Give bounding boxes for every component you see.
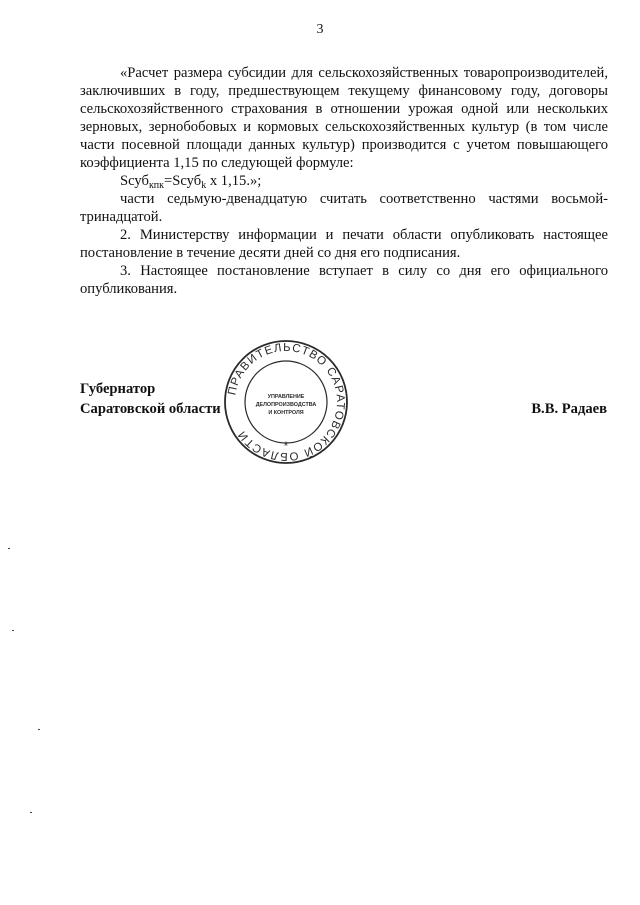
formula-equals-subscript: k (201, 180, 207, 191)
seal-star-icon: * (283, 439, 289, 453)
formula-left-base: Sсуб (120, 173, 149, 189)
signatory-title-line1: Губернатор (80, 381, 156, 397)
paragraph-renumbering: части седьмую-двенадцатую считать соответственно частями восьмой-тринадцатой. (80, 191, 608, 225)
paragraph-subsidy-calculation: «Расчет размера субсидии для сельскохозяйственных товаропроизводителей, заключивших в году, предшествующем текущему финансовому году, договоры сельскохозяйственного страхования в отношении урожая одной или нескольких зерновых, зернобобовых и кормовых сельскохозяйственных культур (в том числе части посевной площади данных культур) производится с учетом повышающего коэффициента 1,15 по следующей формуле: (80, 65, 608, 171)
scan-speck (30, 812, 32, 813)
signatory-title-line2: Саратовской области (80, 401, 221, 417)
official-seal-stamp (222, 338, 350, 466)
seal-inner-line3: И КОНТРОЛЯ (268, 410, 304, 416)
seal-inner-line1: УПРАВЛЕНИЕ (267, 394, 305, 400)
formula-left-subscript: кпк (148, 180, 165, 191)
scan-speck (12, 630, 14, 631)
paragraph-publication: 2. Министерству информации и печати области опубликовать настоящее постановление в течение десяти дней со дня его подписания. (80, 227, 608, 261)
paragraph-effective-date: 3. Настоящее постановление вступает в силу со дня его официального опубликования. (80, 263, 608, 297)
scan-speck (8, 548, 10, 549)
subsidy-formula (80, 172, 608, 190)
scan-speck (38, 729, 40, 730)
signatory-name: В.В. Радаев (531, 401, 607, 417)
page-number: 3 (316, 22, 324, 37)
document-body (80, 64, 608, 298)
formula-equals-base: =Sсуб (164, 173, 202, 189)
seal-outer-text: ПРАВИТЕЛЬСТВО САРАТОВСКОЙ ОБЛАСТИ (226, 341, 347, 463)
formula-tail: x 1,15.»; (206, 173, 262, 189)
seal-inner-line2: ДЕЛОПРОИЗВОДСТВА (255, 402, 317, 408)
